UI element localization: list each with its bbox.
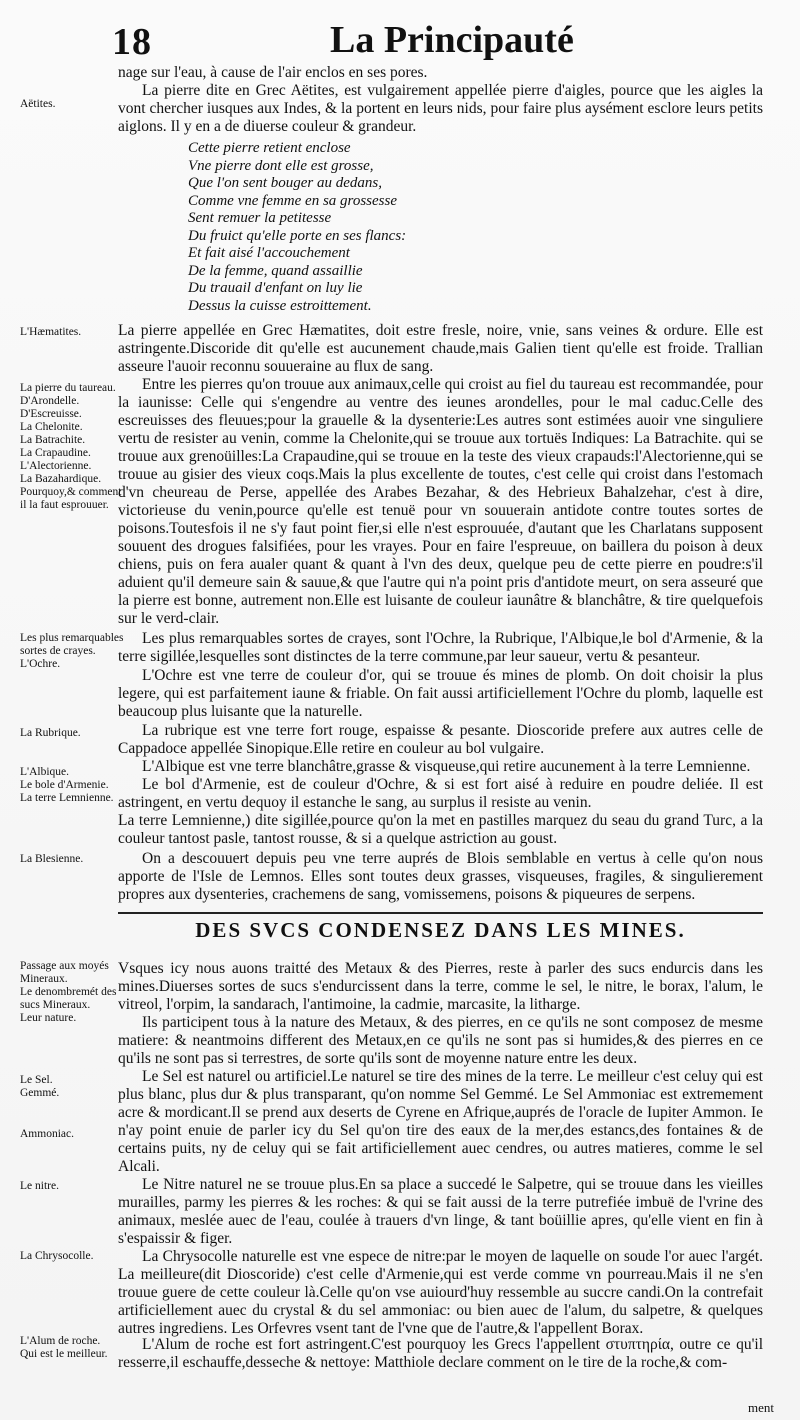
paragraph-bol-armenie: Le bol d'Armenie, est de couleur d'Ochre, & si est fort aisé à reduire en poudre deliée. Il est astringent, en vertu dequoy il estanche le sang, au surplus il resiste au venin. <box>118 776 763 811</box>
margin-note-chrysocolle: La Chrysocolle. <box>20 1250 94 1262</box>
paragraph-crayes: Les plus remarquables sortes de crayes, sont l'Ochre, la Rubrique, l'Albique,le bol d'Armenie, & la terre sigillée,lesquelles sont distinctes de la terre commune,par leur saueur, vertu & pesanteur. <box>118 630 763 665</box>
verse-line: De la femme, quand assaillie <box>188 262 363 279</box>
verse-line: Vne pierre dont elle est grosse, <box>188 157 374 174</box>
paragraph-0: nage sur l'eau, à cause de l'air enclos en ses pores. <box>118 64 428 81</box>
verse-line: Dessus la cuisse estroittement. <box>188 297 372 314</box>
margin-note-alum: L'Alum de roche. Qui est le meilleur. <box>20 1335 108 1360</box>
paragraph-sel: Le Sel est naturel ou artificiel.Le naturel se tire des mines de la terre. Le meilleur c'est celuy qui est plus blanc, plus dur & plus transparant, qu'on nomme Sel Gemmé. Le Sel Ammoniac est extremement acre & mordicant.Il se prend aux deserts de Cyrene en Afrique,auprés de l'oracle de Iupiter Ammon. Ie n'ay point enuie de parler icy du Sel qu'on tire des eaux de la mer,des estancs,des fontaines & de certains puits, ny de celuy qui se fait artificiellement auec cendres, ou autres matieres, comme le sel Alcali. <box>118 1068 763 1175</box>
margin-note-sel: Le Sel. Gemmé. <box>20 1074 60 1099</box>
paragraph-albique: L'Albique est vne terre blanchâtre,grasse & visqueuse,qui retire aucunement à la terre Lemnienne. <box>142 758 751 775</box>
margin-note-blesienne: La Blesienne. <box>20 853 84 865</box>
margin-note-rubrique: La Rubrique. <box>20 727 81 739</box>
paragraph-nature: Ils participent tous à la nature des Metaux, & des pierres, en ce qu'ils ne sont composez de mesme matiere: & neantmoins different des Metaux,en ce qu'ils ne sont pas si humides,& des pierres en ce qu'ils ne sont pas si terrestres, de sorte qu'ils sont de moyenne nature entre les deux. <box>118 1014 763 1067</box>
paragraph-blesienne: On a descouuert depuis peu vne terre auprés de Blois semblable en vertus à celle qu'on nous apporte de l'Isle de Lemnos. Elles sont toutes deux grasses, visqueuses, fragiles, & singulierement propres aux dysenteries, crachemens de sang, vomissemens, poisons & piqueures de serpens. <box>118 850 763 903</box>
verse-block <box>188 140 588 315</box>
running-title: La Principauté <box>330 19 574 61</box>
paragraph-nitre: Le Nitre naturel ne se trouue plus.En sa place a succedé le Salpetre, qui se trouue dans les vieilles murailles, parmy les pierres & les roches: & qui se fait aussi de la terre putrefiée imbuë de l'vrine des animaux, meslée auec de l'eau, coulée à trauers d'vn linge, & tant boüillie apres, qu'elle vient en fin à s'espaissir & figer. <box>118 1176 763 1247</box>
margin-note-haematites: L'Hæmatites. <box>20 326 82 338</box>
section-rule <box>118 912 763 914</box>
verse-line: Que l'on sent bouger au dedans, <box>188 175 383 191</box>
paragraph-alum: L'Alum de roche est fort astringent.C'est pourquoy les Grecs l'appellent στυπτηρία, outre ce qu'il resserre,il eschauffe,desseche & nettoye: Matthiole declare comment on le tire de la roche,& com- <box>118 1336 763 1371</box>
paragraph-lemnienne: La terre Lemnienne,) dite sigillée,pource qu'on la met en pastilles marquez du seau du grand Turc, a la couleur tantost pasle, tantost rousse, & si a quelque astriction au goust. <box>118 812 763 847</box>
paragraph-chrysocolle: La Chrysocolle naturelle est vne espece de nitre:par le moyen de laquelle on soude l'or auec l'argét. La meilleure(dit Dioscoride) c'est celle d'Armenie,qui est verde comme vn pourreau.Mais il ne s'en trouue guere de cette couleur là.Celle qu'on vse auiourd'huy ressemble au succre candi.On la contrefait artificiellement auec du crystal & du sel ammoniac: ou bien auec de l'alum, du salpetre, & quelques autres ingrediens. Les Orfevres vsent tant de l'vne que de l'autre,& l'appellent Borax. <box>118 1248 763 1337</box>
margin-note-nitre: Le nitre. <box>20 1180 59 1192</box>
catchword: ment <box>748 1400 774 1415</box>
verse-line: Du fruict qu'elle porte en ses flancs: <box>188 227 407 244</box>
verse-line: Du trauail d'enfant on luy lie <box>188 280 363 296</box>
paragraph-ochre: L'Ochre est vne terre de couleur d'or, qui se trouue és mines de plomb. On doit choisir la plus legere, qui est parfaitement iaune & friable. On fait aussi artificiellement l'Ochre du plomb, laquelle est beaucoup plus luisante que la naturelle. <box>118 667 763 720</box>
paragraph-aetites: La pierre dite en Grec Aëtites, est vulgairement appellée pierre d'aigles, pource que les aigles la vont chercher iusques aux Indes, & la portent en leurs nids, pour faire plus aysément esclore leurs petits aiglons. Il y en a de diuerse couleur & grandeur. <box>118 82 763 135</box>
paragraph-animal-stones: Entre les pierres qu'on trouue aux animaux,celle qui croist au fiel du taureau est recommandée, pour la iaunisse: Celle qui s'engendre au ventre des ieunes arondelles, pour le mal caduc.Celle des escreuisses des fleuues;pour la grauelle & la dysenterie:Les autres sont estimées auoir vne singuliere vertu de resister au venin, comme la Chelonite,qui se trouue aux tortuës Indiques: La Batrachite. qui se trouue aux grenoüilles:La Crapaudine,qui se trouue en la teste des vieux crapauds:l'Alectorienne,qui se trouue au gisier des vieux coqs.Mais la plus excellente de toutes, c'est celle qui croist dans l'estomach d'vn cheureau de Perse, appellée des Arabes Bezahar, & des Hebrieux Bahalzehar, c'est à dire, victorieuse du venin,pource qu'elle est tenuë pour vn souuerain antidote contre toutes sortes de poisons.Toutesfois il ne s'y faut point fier,si elle n'est esprouuée, d'autant que les Charlatans supposent souuent des drogues falsifiées, pour les vrayes. Pour en faire l'espreuue, on baillera du poison à deux chiens, puis on fera aualer quant & quant à l'vn des deux, quelque peu de cette pierre en poudre:s'il aduient qu'il demeure sain & sauue,& que l'autre qui n'a point pris d'antidote meurt, on sera asseuré que la pierre est bonne, autrement non.Elle est luisante de couleur iaunâtre & blanchâtre, & tire quelquefois sur le verd-clair. <box>118 376 763 627</box>
verse-line: Et fait aisé l'accouchement <box>188 245 350 261</box>
verse-line: Cette pierre retient enclose <box>188 140 351 156</box>
verse-line: Sent remuer la petitesse <box>188 210 332 226</box>
margin-note-albique: L'Albique. Le bole d'Armenie. La terre Lemnienne. <box>20 766 114 804</box>
margin-note-ammoniac: Ammoniac. <box>20 1128 74 1140</box>
margin-note-passage: Passage aux moyés Mineraux. Le denombremét des sucs Mineraux. Leur nature. <box>20 960 117 1024</box>
paragraph-haematites: La pierre appellée en Grec Hæmatites, doit estre fresle, noire, vnie, sans veines & ordure. Elle est astringente.Discoride dit qu'elle est aucunement chaude,mais Galien tient qu'elle est froide. Trallian asseure l'auoir reconnu souueraine au flux de sang. <box>118 322 763 375</box>
margin-note-crayes: Les plus remarquables sortes de crayes. L'Ochre. <box>20 632 124 670</box>
paragraph-rubrique: La rubrique est vne terre fort rouge, espaisse & pesante. Dioscoride prefere aux autres celle de Cappadoce appellée Sinopique.Elle retire en couleur au bol vulgaire. <box>118 722 763 757</box>
section-title: DES SVCS CONDENSEZ DANS LES MINES. <box>195 918 686 942</box>
page-number: 18 <box>112 21 152 63</box>
margin-note-taureau: La pierre du taureau. D'Arondelle. D'Escreuisse. La Chelonite. La Batrachite. La Crapaudine. L'Alectorienne. La Bazahardique. Pourquoy,& comment il la faut esprouuer. <box>20 382 122 511</box>
paragraph-sucs: Vsques icy nous auons traitté des Metaux & des Pierres, reste à parler des sucs endurcis dans les mines.Diuerses sortes de sucs s'endurcissent dans la terre, comme le sel, le nitre, le borax, l'alum, le vitreol, l'orpim, la sandarach, l'antimoine, la cadmie, marcasite, la litharge. <box>118 960 763 1013</box>
margin-note-aetites: Aëtites. <box>20 98 56 110</box>
verse-line: Comme vne femme en sa grossesse <box>188 192 397 209</box>
